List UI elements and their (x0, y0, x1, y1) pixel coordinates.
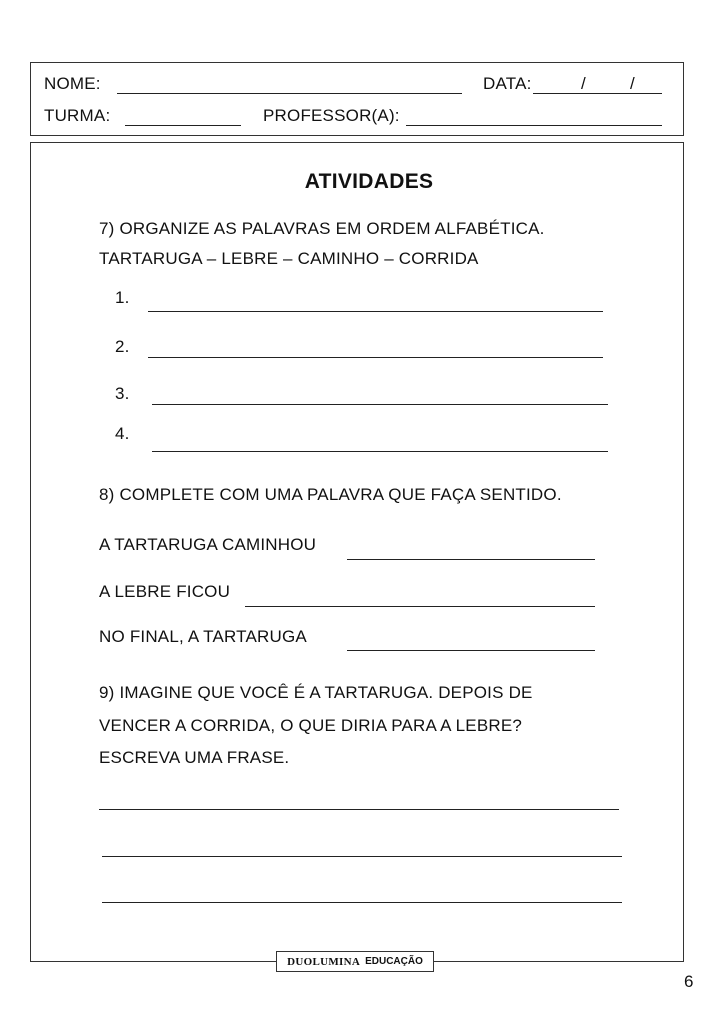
question-9-prompt: VENCER A CORRIDA, O QUE DIRIA PARA A LEBRE? (99, 716, 523, 735)
date-field[interactable] (533, 93, 662, 94)
date-separator: / (581, 74, 586, 93)
page-number: 6 (684, 972, 694, 991)
sentence-answer-line[interactable] (347, 650, 595, 651)
sentence-text: NO FINAL, A TARTARUGA (99, 627, 307, 646)
writing-line[interactable] (102, 902, 622, 903)
answer-line[interactable] (148, 357, 603, 358)
writing-line[interactable] (102, 856, 622, 857)
list-item-number: 1. (115, 288, 130, 307)
sentence-answer-line[interactable] (347, 559, 595, 560)
list-item-number: 2. (115, 337, 130, 356)
question-8-prompt: 8) COMPLETE COM UMA PALAVRA QUE FAÇA SENTIDO. (99, 485, 562, 504)
answer-line[interactable] (152, 451, 608, 452)
answer-line[interactable] (148, 311, 603, 312)
brand-name: DUOLUMINA (287, 955, 361, 968)
question-7-words: TARTARUGA – LEBRE – CAMINHO – CORRIDA (99, 249, 479, 268)
question-7-prompt: 7) ORGANIZE AS PALAVRAS EM ORDEM ALFABÉTICA. (99, 219, 545, 238)
name-field[interactable] (117, 93, 462, 94)
date-label: DATA: (483, 74, 532, 93)
teacher-label: PROFESSOR(A): (263, 106, 400, 125)
sentence-answer-line[interactable] (245, 606, 595, 607)
brand-logo (276, 951, 434, 972)
sentence-text: A LEBRE FICOU (99, 582, 231, 601)
brand-subtitle: EDUCAÇÃO (365, 956, 423, 967)
date-separator: / (630, 74, 635, 93)
answer-line[interactable] (152, 404, 608, 405)
page-title: ATIVIDADES (304, 170, 434, 193)
question-9-prompt: 9) IMAGINE QUE VOCÊ É A TARTARUGA. DEPOIS DE (99, 683, 533, 702)
sentence-text: A TARTARUGA CAMINHOU (99, 535, 317, 554)
class-label: TURMA: (44, 106, 111, 125)
teacher-field[interactable] (406, 125, 662, 126)
question-9-prompt: ESCREVA UMA FRASE. (99, 748, 290, 767)
list-item-number: 4. (115, 424, 130, 443)
list-item-number: 3. (115, 384, 130, 403)
writing-line[interactable] (99, 809, 619, 810)
name-label: NOME: (44, 74, 101, 93)
class-field[interactable] (125, 125, 241, 126)
